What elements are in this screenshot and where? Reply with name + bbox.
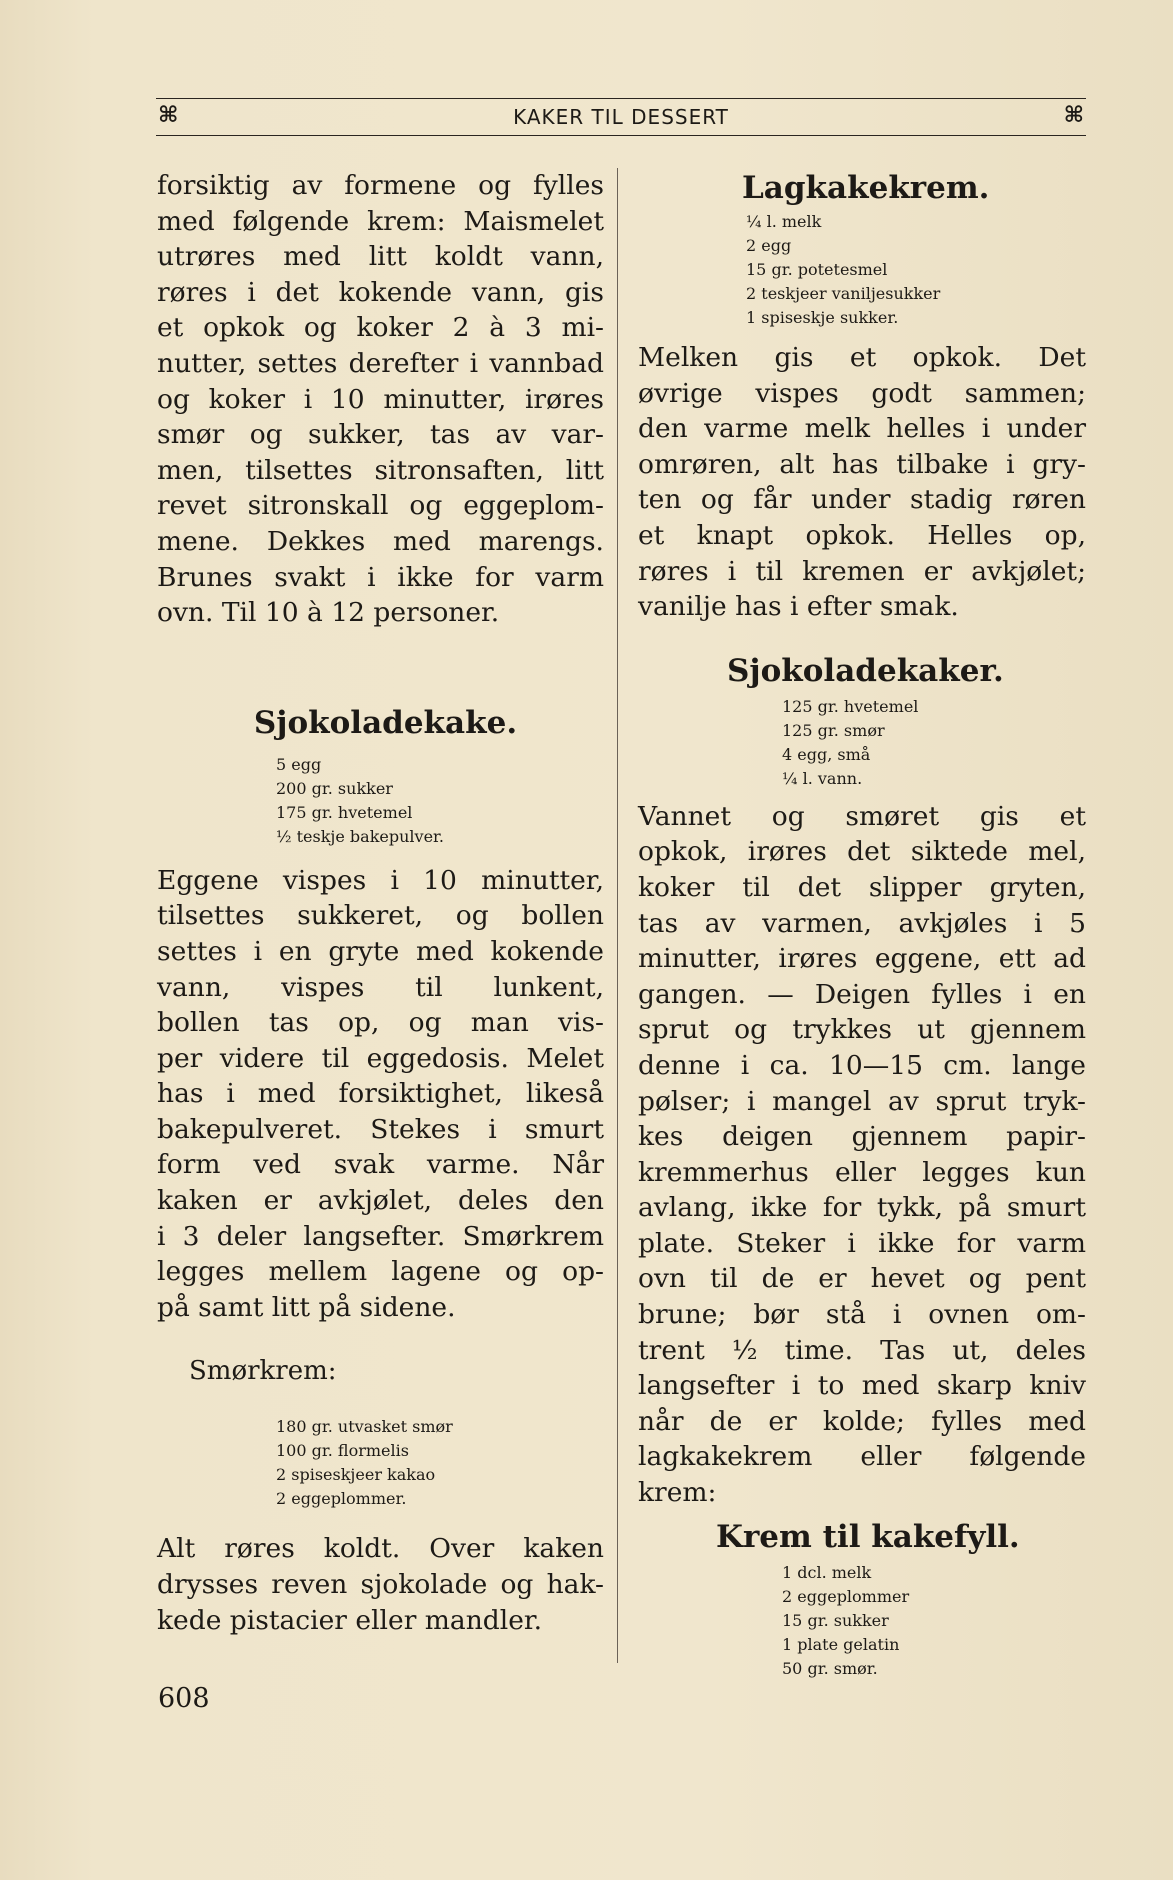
- ingredient-list-lagkakekrem: [746, 210, 1086, 330]
- ingredient-item: 175 gr. hvetemel: [276, 802, 413, 822]
- column-divider: [617, 168, 618, 1663]
- text-line: opkok, irøres det siktede mel,: [638, 836, 1086, 868]
- text-line: kremmerhus eller legges kun: [638, 1156, 1086, 1188]
- ingredient-item: 15 gr. sukker: [782, 1610, 889, 1630]
- ingredient-item: 4 egg, små: [782, 744, 871, 764]
- closing-paragraph-smorkrem: [157, 1531, 604, 1638]
- text-line: koker til det slipper gryten,: [638, 871, 1086, 903]
- running-title: KAKER TIL DESSERT: [513, 105, 729, 129]
- recipe-title-lagkakekrem: Lagkakekrem.: [742, 170, 990, 206]
- ingredient-item: 125 gr. smør: [782, 720, 885, 740]
- text-line: vanilje has i efter smak.: [638, 591, 959, 623]
- text-line: mene. Dekkes med marengs.: [157, 525, 604, 557]
- text-line: i 3 deler langsefter. Smørkrem: [157, 1220, 604, 1252]
- text-line: med følgende krem: Maismelet: [157, 205, 604, 237]
- ingredient-item: 2 egg: [746, 236, 792, 255]
- text-line: pølser; i mangel av sprut tryk-: [638, 1085, 1086, 1117]
- ingredient-item: ¼ l. vann.: [782, 768, 863, 788]
- text-line: tilsettes sukkeret, og bollen: [157, 900, 604, 932]
- text-line: kede pistacier eller mandler.: [157, 1604, 543, 1636]
- text-line: et opkok og koker 2 à 3 mi-: [157, 312, 604, 344]
- ornament-right-icon: ⌘: [1063, 103, 1084, 128]
- ingredient-item: 50 gr. smør.: [782, 1658, 878, 1678]
- text-line: kes deigen gjennem papir-: [638, 1121, 1086, 1153]
- text-line: avlang, ikke for tykk, på smurt: [638, 1192, 1086, 1224]
- page-number: 608: [158, 1683, 210, 1714]
- text-line: øvrige vispes godt sammen;: [638, 377, 1086, 409]
- text-line: lagkakekrem eller følgende: [638, 1441, 1086, 1473]
- text-line: Alt røres koldt. Over kaken: [157, 1533, 604, 1565]
- method-paragraph-sjokoladekaker: [638, 799, 1086, 1511]
- text-line: minutter, irøres eggene, ett ad: [638, 943, 1086, 975]
- ingredient-item: 2 eggeplommer.: [276, 1489, 407, 1509]
- ingredient-item: 1 dcl. melk: [782, 1562, 872, 1582]
- text-line: utrøres med litt koldt vann,: [157, 241, 604, 273]
- ingredient-item: 180 gr. utvasket smør: [276, 1417, 453, 1437]
- ingredient-item: 2 teskjeer vaniljesukker: [746, 284, 941, 303]
- text-line: gangen. — Deigen fylles i en: [638, 978, 1086, 1010]
- text-line: på samt litt på sidene.: [157, 1291, 456, 1323]
- text-line: denne i ca. 10—15 cm. lange: [638, 1049, 1086, 1081]
- ingredient-item: 15 gr. potetesmel: [746, 260, 888, 279]
- text-line: smør og sukker, tas av var-: [157, 419, 604, 451]
- text-line: Brunes svakt i ikke for varm: [157, 561, 604, 593]
- text-line: legges mellem lagene og op-: [157, 1256, 604, 1288]
- text-line: røres i til kremen er avkjølet;: [638, 555, 1086, 587]
- ingredient-list-krem-til-kakefyll: [782, 1561, 1086, 1681]
- recipe-title-sjokoladekaker: Sjokoladekaker.: [727, 652, 1004, 689]
- text-line: revet sitronskall og eggeplom-: [157, 490, 604, 522]
- text-line: Eggene vispes i 10 minutter,: [157, 864, 604, 896]
- intro-paragraph: [157, 168, 604, 631]
- text-line: settes i en gryte med kokende: [157, 935, 604, 967]
- ingredient-item: 100 gr. flormelis: [276, 1441, 409, 1461]
- text-line: ovn til de er hevet og pent: [638, 1263, 1086, 1295]
- ingredient-list-sjokoladekake: [276, 753, 604, 849]
- text-line: bakepulveret. Stekes i smurt: [157, 1113, 604, 1145]
- text-line: form ved svak varme. Når: [157, 1149, 604, 1181]
- ingredient-item: 200 gr. sukker: [276, 778, 393, 798]
- ingredient-list-sjokoladekaker: [782, 695, 1086, 791]
- text-line: ovn. Til 10 à 12 personer.: [157, 597, 500, 629]
- text-line: vann, vispes til lunkent,: [157, 971, 604, 1003]
- text-line: plate. Steker i ikke for varm: [638, 1227, 1086, 1259]
- left-column: [157, 168, 604, 1638]
- text-line: når de er kolde; fylles med: [638, 1405, 1086, 1437]
- text-line: ten og får under stadig røren: [638, 484, 1086, 516]
- ingredient-item: 1 spiseskje sukker.: [746, 308, 899, 327]
- right-column: [638, 168, 1086, 1681]
- text-line: brune; bør stå i ovnen om-: [638, 1299, 1086, 1331]
- ornament-left-icon: ⌘: [158, 103, 179, 128]
- text-line: men, tilsettes sitronsaften, litt: [157, 454, 604, 486]
- text-line: langsefter i to med skarp kniv: [638, 1370, 1086, 1402]
- ingredient-item: 2 eggeplommer: [782, 1586, 910, 1606]
- subheading-smorkrem: Smørkrem:: [189, 1356, 337, 1387]
- ingredient-item: ¼ l. melk: [746, 212, 822, 231]
- text-line: den varme melk helles i under: [638, 413, 1086, 445]
- text-line: bollen tas op, og man vis-: [157, 1007, 604, 1039]
- text-line: omrøren, alt has tilbake i gry-: [638, 448, 1086, 480]
- text-line: tas av varmen, avkjøles i 5: [638, 907, 1086, 939]
- text-line: per videre til eggedosis. Melet: [157, 1042, 604, 1074]
- text-line: sprut og trykkes ut gjennem: [638, 1014, 1086, 1046]
- text-line: drysses reven sjokolade og hak-: [157, 1569, 604, 1601]
- recipe-title-sjokoladekake: Sjokoladekake.: [253, 704, 518, 741]
- method-paragraph-sjokoladekake: [157, 863, 604, 1326]
- running-header: [156, 98, 1086, 136]
- text-line: Melken gis et opkok. Det: [638, 342, 1086, 373]
- text-line: has i med forsiktighet, likeså: [157, 1078, 604, 1110]
- text-line: nutter, settes derefter i vannbad: [157, 347, 604, 379]
- text-line: trent ½ time. Tas ut, deles: [638, 1334, 1086, 1366]
- ingredient-list-smorkrem: [276, 1415, 604, 1511]
- text-line: krem:: [638, 1477, 717, 1509]
- text-line: forsiktig av formene og fylles: [157, 170, 604, 201]
- text-line: kaken er avkjølet, deles den: [157, 1185, 604, 1217]
- text-line: et knapt opkok. Helles op,: [638, 519, 1086, 551]
- ingredient-item: ½ teskje bakepulver.: [276, 826, 445, 846]
- text-line: og koker i 10 minutter, irøres: [157, 383, 604, 415]
- ingredient-item: 125 gr. hvetemel: [782, 696, 919, 716]
- ingredient-item: 1 plate gelatin: [782, 1634, 900, 1654]
- method-paragraph-lagkakekrem: [638, 340, 1086, 625]
- ingredient-item: 5 egg: [276, 754, 322, 774]
- text-line: røres i det kokende vann, gis: [157, 276, 604, 308]
- text-line: Vannet og smøret gis et: [638, 800, 1086, 832]
- recipe-title-krem-til-kakefyll: Krem til kakefyll.: [716, 1518, 1020, 1555]
- ingredient-item: 2 spiseskjeer kakao: [276, 1465, 436, 1485]
